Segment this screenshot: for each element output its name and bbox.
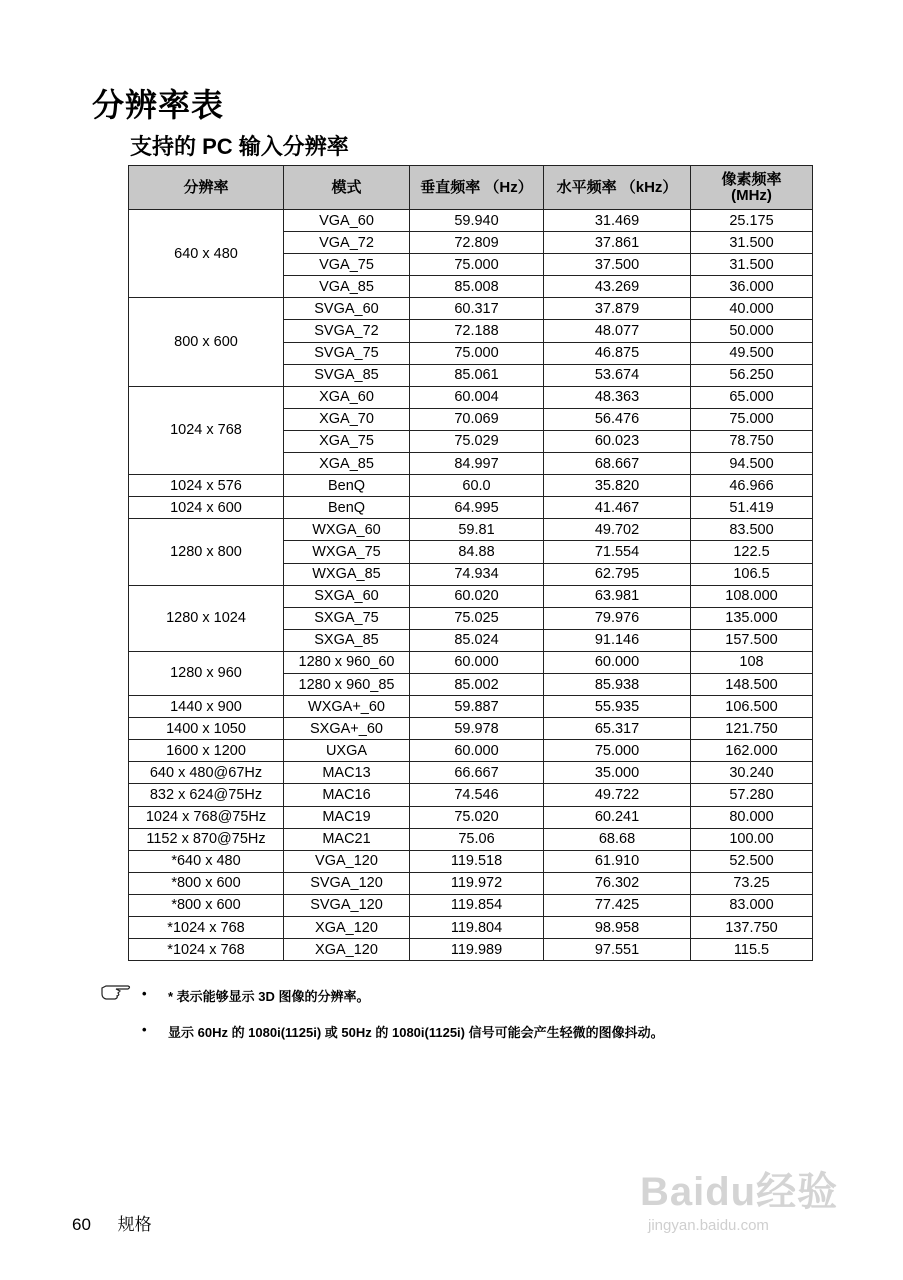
cell-mode: VGA_60: [284, 210, 410, 232]
cell-vertical-frequency: 85.061: [410, 364, 544, 386]
cell-pixel-frequency: 108.000: [691, 585, 813, 607]
cell-mode: VGA_85: [284, 276, 410, 298]
cell-vertical-frequency: 59.978: [410, 718, 544, 740]
cell-mode: SVGA_85: [284, 364, 410, 386]
table-row: [129, 651, 813, 673]
cell-vertical-frequency: 72.188: [410, 320, 544, 342]
cell-mode: SXGA_75: [284, 607, 410, 629]
table-row: [129, 784, 813, 806]
cell-vertical-frequency: 64.995: [410, 497, 544, 519]
cell-vertical-frequency: 74.546: [410, 784, 544, 806]
cell-resolution: 1400 x 1050: [129, 718, 284, 740]
cell-pixel-frequency: 31.500: [691, 232, 813, 254]
table-row: [129, 386, 813, 408]
cell-vertical-frequency: 75.025: [410, 607, 544, 629]
cell-pixel-frequency: 75.000: [691, 408, 813, 430]
cell-mode: MAC19: [284, 806, 410, 828]
cell-mode: SXGA_85: [284, 629, 410, 651]
cell-pixel-frequency: 49.500: [691, 342, 813, 364]
cell-mode: MAC21: [284, 828, 410, 850]
pointing-hand-icon: [100, 984, 134, 1005]
cell-horizontal-frequency: 56.476: [544, 408, 691, 430]
cell-mode: WXGA+_60: [284, 696, 410, 718]
cell-horizontal-frequency: 55.935: [544, 696, 691, 718]
cell-horizontal-frequency: 37.879: [544, 298, 691, 320]
cell-vertical-frequency: 59.940: [410, 210, 544, 232]
table-row: [129, 210, 813, 232]
cell-pixel-frequency: 78.750: [691, 430, 813, 452]
cell-pixel-frequency: 46.966: [691, 475, 813, 497]
cell-horizontal-frequency: 65.317: [544, 718, 691, 740]
cell-mode: SVGA_120: [284, 894, 410, 916]
cell-resolution: 640 x 480: [129, 210, 284, 298]
cell-vertical-frequency: 85.008: [410, 276, 544, 298]
table-row: [129, 696, 813, 718]
watermark-logo: Baidu经验 jingyan.baidu.com: [640, 1170, 839, 1234]
cell-mode: XGA_120: [284, 939, 410, 961]
cell-vertical-frequency: 70.069: [410, 408, 544, 430]
cell-horizontal-frequency: 61.910: [544, 850, 691, 872]
header-mode: 模式: [284, 166, 410, 210]
cell-vertical-frequency: 119.989: [410, 939, 544, 961]
cell-horizontal-frequency: 49.702: [544, 519, 691, 541]
cell-mode: XGA_75: [284, 430, 410, 452]
cell-mode: SVGA_120: [284, 872, 410, 894]
table-header-row: [129, 166, 813, 210]
cell-horizontal-frequency: 98.958: [544, 917, 691, 939]
cell-pixel-frequency: 148.500: [691, 673, 813, 695]
cell-resolution: 1024 x 600: [129, 497, 284, 519]
cell-vertical-frequency: 119.972: [410, 872, 544, 894]
cell-mode: WXGA_85: [284, 563, 410, 585]
cell-pixel-frequency: 57.280: [691, 784, 813, 806]
table-row: [129, 585, 813, 607]
cell-horizontal-frequency: 41.467: [544, 497, 691, 519]
table-body: [129, 210, 813, 961]
cell-vertical-frequency: 75.06: [410, 828, 544, 850]
cell-pixel-frequency: 31.500: [691, 254, 813, 276]
cell-horizontal-frequency: 31.469: [544, 210, 691, 232]
cell-pixel-frequency: 65.000: [691, 386, 813, 408]
footer-section: 规格: [117, 1215, 152, 1234]
page-footer: [72, 1210, 174, 1235]
cell-mode: 1280 x 960_85: [284, 673, 410, 695]
cell-pixel-frequency: 83.500: [691, 519, 813, 541]
cell-pixel-frequency: 50.000: [691, 320, 813, 342]
page-number: 60: [72, 1215, 91, 1234]
cell-pixel-frequency: 36.000: [691, 276, 813, 298]
cell-resolution: 1280 x 960: [129, 651, 284, 695]
cell-mode: XGA_70: [284, 408, 410, 430]
cell-mode: BenQ: [284, 497, 410, 519]
table-row: [129, 475, 813, 497]
note-text: 显示 60Hz 的 1080i(1125i) 或 50Hz 的 1080i(1125i) 信号可能会产生轻微的图像抖动。: [168, 1025, 664, 1040]
cell-vertical-frequency: 60.317: [410, 298, 544, 320]
cell-pixel-frequency: 106.500: [691, 696, 813, 718]
table-row: [129, 519, 813, 541]
cell-resolution: 1024 x 768@75Hz: [129, 806, 284, 828]
cell-horizontal-frequency: 85.938: [544, 673, 691, 695]
cell-resolution: *800 x 600: [129, 872, 284, 894]
table-row: [129, 872, 813, 894]
cell-resolution: 832 x 624@75Hz: [129, 784, 284, 806]
cell-pixel-frequency: 56.250: [691, 364, 813, 386]
cell-vertical-frequency: 84.88: [410, 541, 544, 563]
cell-mode: MAC13: [284, 762, 410, 784]
cell-pixel-frequency: 121.750: [691, 718, 813, 740]
cell-horizontal-frequency: 60.000: [544, 651, 691, 673]
cell-horizontal-frequency: 63.981: [544, 585, 691, 607]
cell-resolution: *800 x 600: [129, 894, 284, 916]
resolution-table: [128, 165, 813, 961]
section-subtitle: 支持的 PC 输入分辨率: [130, 134, 349, 159]
cell-mode: XGA_85: [284, 453, 410, 475]
cell-pixel-frequency: 94.500: [691, 453, 813, 475]
table-row: [129, 497, 813, 519]
cell-horizontal-frequency: 68.667: [544, 453, 691, 475]
cell-horizontal-frequency: 71.554: [544, 541, 691, 563]
cell-pixel-frequency: 83.000: [691, 894, 813, 916]
cell-resolution: 1600 x 1200: [129, 740, 284, 762]
cell-resolution: *1024 x 768: [129, 939, 284, 961]
cell-horizontal-frequency: 60.023: [544, 430, 691, 452]
note-text: * 表示能够显示 3D 图像的分辨率。: [168, 989, 370, 1004]
cell-horizontal-frequency: 97.551: [544, 939, 691, 961]
cell-resolution: 800 x 600: [129, 298, 284, 386]
cell-vertical-frequency: 85.002: [410, 673, 544, 695]
cell-mode: WXGA_60: [284, 519, 410, 541]
cell-vertical-frequency: 59.887: [410, 696, 544, 718]
page-title: 分辨率表: [92, 87, 225, 123]
cell-mode: WXGA_75: [284, 541, 410, 563]
header-resolution: 分辨率: [129, 166, 284, 210]
table-row: [129, 828, 813, 850]
cell-horizontal-frequency: 60.241: [544, 806, 691, 828]
cell-vertical-frequency: 84.997: [410, 453, 544, 475]
cell-horizontal-frequency: 76.302: [544, 872, 691, 894]
cell-vertical-frequency: 119.518: [410, 850, 544, 872]
table-row: [129, 762, 813, 784]
cell-pixel-frequency: 135.000: [691, 607, 813, 629]
cell-pixel-frequency: 40.000: [691, 298, 813, 320]
cell-mode: VGA_75: [284, 254, 410, 276]
cell-vertical-frequency: 66.667: [410, 762, 544, 784]
cell-pixel-frequency: 52.500: [691, 850, 813, 872]
cell-resolution: 1024 x 576: [129, 475, 284, 497]
cell-resolution: 1152 x 870@75Hz: [129, 828, 284, 850]
cell-mode: BenQ: [284, 475, 410, 497]
cell-vertical-frequency: 75.000: [410, 342, 544, 364]
cell-vertical-frequency: 60.000: [410, 740, 544, 762]
cell-pixel-frequency: 30.240: [691, 762, 813, 784]
cell-mode: XGA_120: [284, 917, 410, 939]
cell-mode: SXGA+_60: [284, 718, 410, 740]
cell-mode: UXGA: [284, 740, 410, 762]
cell-pixel-frequency: 157.500: [691, 629, 813, 651]
cell-vertical-frequency: 75.029: [410, 430, 544, 452]
cell-horizontal-frequency: 68.68: [544, 828, 691, 850]
cell-mode: SVGA_72: [284, 320, 410, 342]
cell-pixel-frequency: 80.000: [691, 806, 813, 828]
table-row: [129, 894, 813, 916]
cell-pixel-frequency: 73.25: [691, 872, 813, 894]
cell-horizontal-frequency: 43.269: [544, 276, 691, 298]
cell-vertical-frequency: 75.020: [410, 806, 544, 828]
cell-horizontal-frequency: 49.722: [544, 784, 691, 806]
table-row: [129, 939, 813, 961]
cell-mode: SVGA_60: [284, 298, 410, 320]
cell-pixel-frequency: 51.419: [691, 497, 813, 519]
cell-pixel-frequency: 100.00: [691, 828, 813, 850]
cell-resolution: *1024 x 768: [129, 917, 284, 939]
cell-vertical-frequency: 85.024: [410, 629, 544, 651]
cell-resolution: *640 x 480: [129, 850, 284, 872]
cell-resolution: 1440 x 900: [129, 696, 284, 718]
cell-horizontal-frequency: 91.146: [544, 629, 691, 651]
cell-pixel-frequency: 115.5: [691, 939, 813, 961]
table-row: [129, 806, 813, 828]
cell-vertical-frequency: 75.000: [410, 254, 544, 276]
cell-pixel-frequency: 122.5: [691, 541, 813, 563]
cell-resolution: 1280 x 800: [129, 519, 284, 585]
cell-vertical-frequency: 60.020: [410, 585, 544, 607]
cell-horizontal-frequency: 37.500: [544, 254, 691, 276]
header-pixel-frequency: 像素频率 (MHz): [691, 166, 813, 210]
cell-horizontal-frequency: 48.363: [544, 386, 691, 408]
cell-horizontal-frequency: 79.976: [544, 607, 691, 629]
header-vertical-frequency: 垂直频率 （Hz）: [410, 166, 544, 210]
cell-pixel-frequency: 106.5: [691, 563, 813, 585]
cell-horizontal-frequency: 77.425: [544, 894, 691, 916]
table-row: [129, 298, 813, 320]
cell-mode: SVGA_75: [284, 342, 410, 364]
cell-vertical-frequency: 119.854: [410, 894, 544, 916]
cell-horizontal-frequency: 35.820: [544, 475, 691, 497]
table-row: [129, 718, 813, 740]
header-horizontal-frequency: 水平频率 （kHz）: [544, 166, 691, 210]
cell-horizontal-frequency: 48.077: [544, 320, 691, 342]
cell-vertical-frequency: 60.004: [410, 386, 544, 408]
cell-mode: 1280 x 960_60: [284, 651, 410, 673]
cell-vertical-frequency: 119.804: [410, 917, 544, 939]
cell-horizontal-frequency: 75.000: [544, 740, 691, 762]
cell-vertical-frequency: 60.0: [410, 475, 544, 497]
cell-resolution: 640 x 480@67Hz: [129, 762, 284, 784]
cell-mode: XGA_60: [284, 386, 410, 408]
cell-vertical-frequency: 59.81: [410, 519, 544, 541]
cell-mode: VGA_120: [284, 850, 410, 872]
table-row: [129, 740, 813, 762]
cell-pixel-frequency: 137.750: [691, 917, 813, 939]
cell-pixel-frequency: 162.000: [691, 740, 813, 762]
cell-horizontal-frequency: 62.795: [544, 563, 691, 585]
cell-horizontal-frequency: 37.861: [544, 232, 691, 254]
table-row: [129, 917, 813, 939]
cell-horizontal-frequency: 35.000: [544, 762, 691, 784]
cell-horizontal-frequency: 53.674: [544, 364, 691, 386]
cell-vertical-frequency: 60.000: [410, 651, 544, 673]
cell-mode: MAC16: [284, 784, 410, 806]
cell-pixel-frequency: 25.175: [691, 210, 813, 232]
table-row: [129, 850, 813, 872]
cell-mode: VGA_72: [284, 232, 410, 254]
cell-horizontal-frequency: 46.875: [544, 342, 691, 364]
cell-resolution: 1280 x 1024: [129, 585, 284, 651]
cell-mode: SXGA_60: [284, 585, 410, 607]
cell-vertical-frequency: 72.809: [410, 232, 544, 254]
cell-vertical-frequency: 74.934: [410, 563, 544, 585]
cell-pixel-frequency: 108: [691, 651, 813, 673]
cell-resolution: 1024 x 768: [129, 386, 284, 474]
